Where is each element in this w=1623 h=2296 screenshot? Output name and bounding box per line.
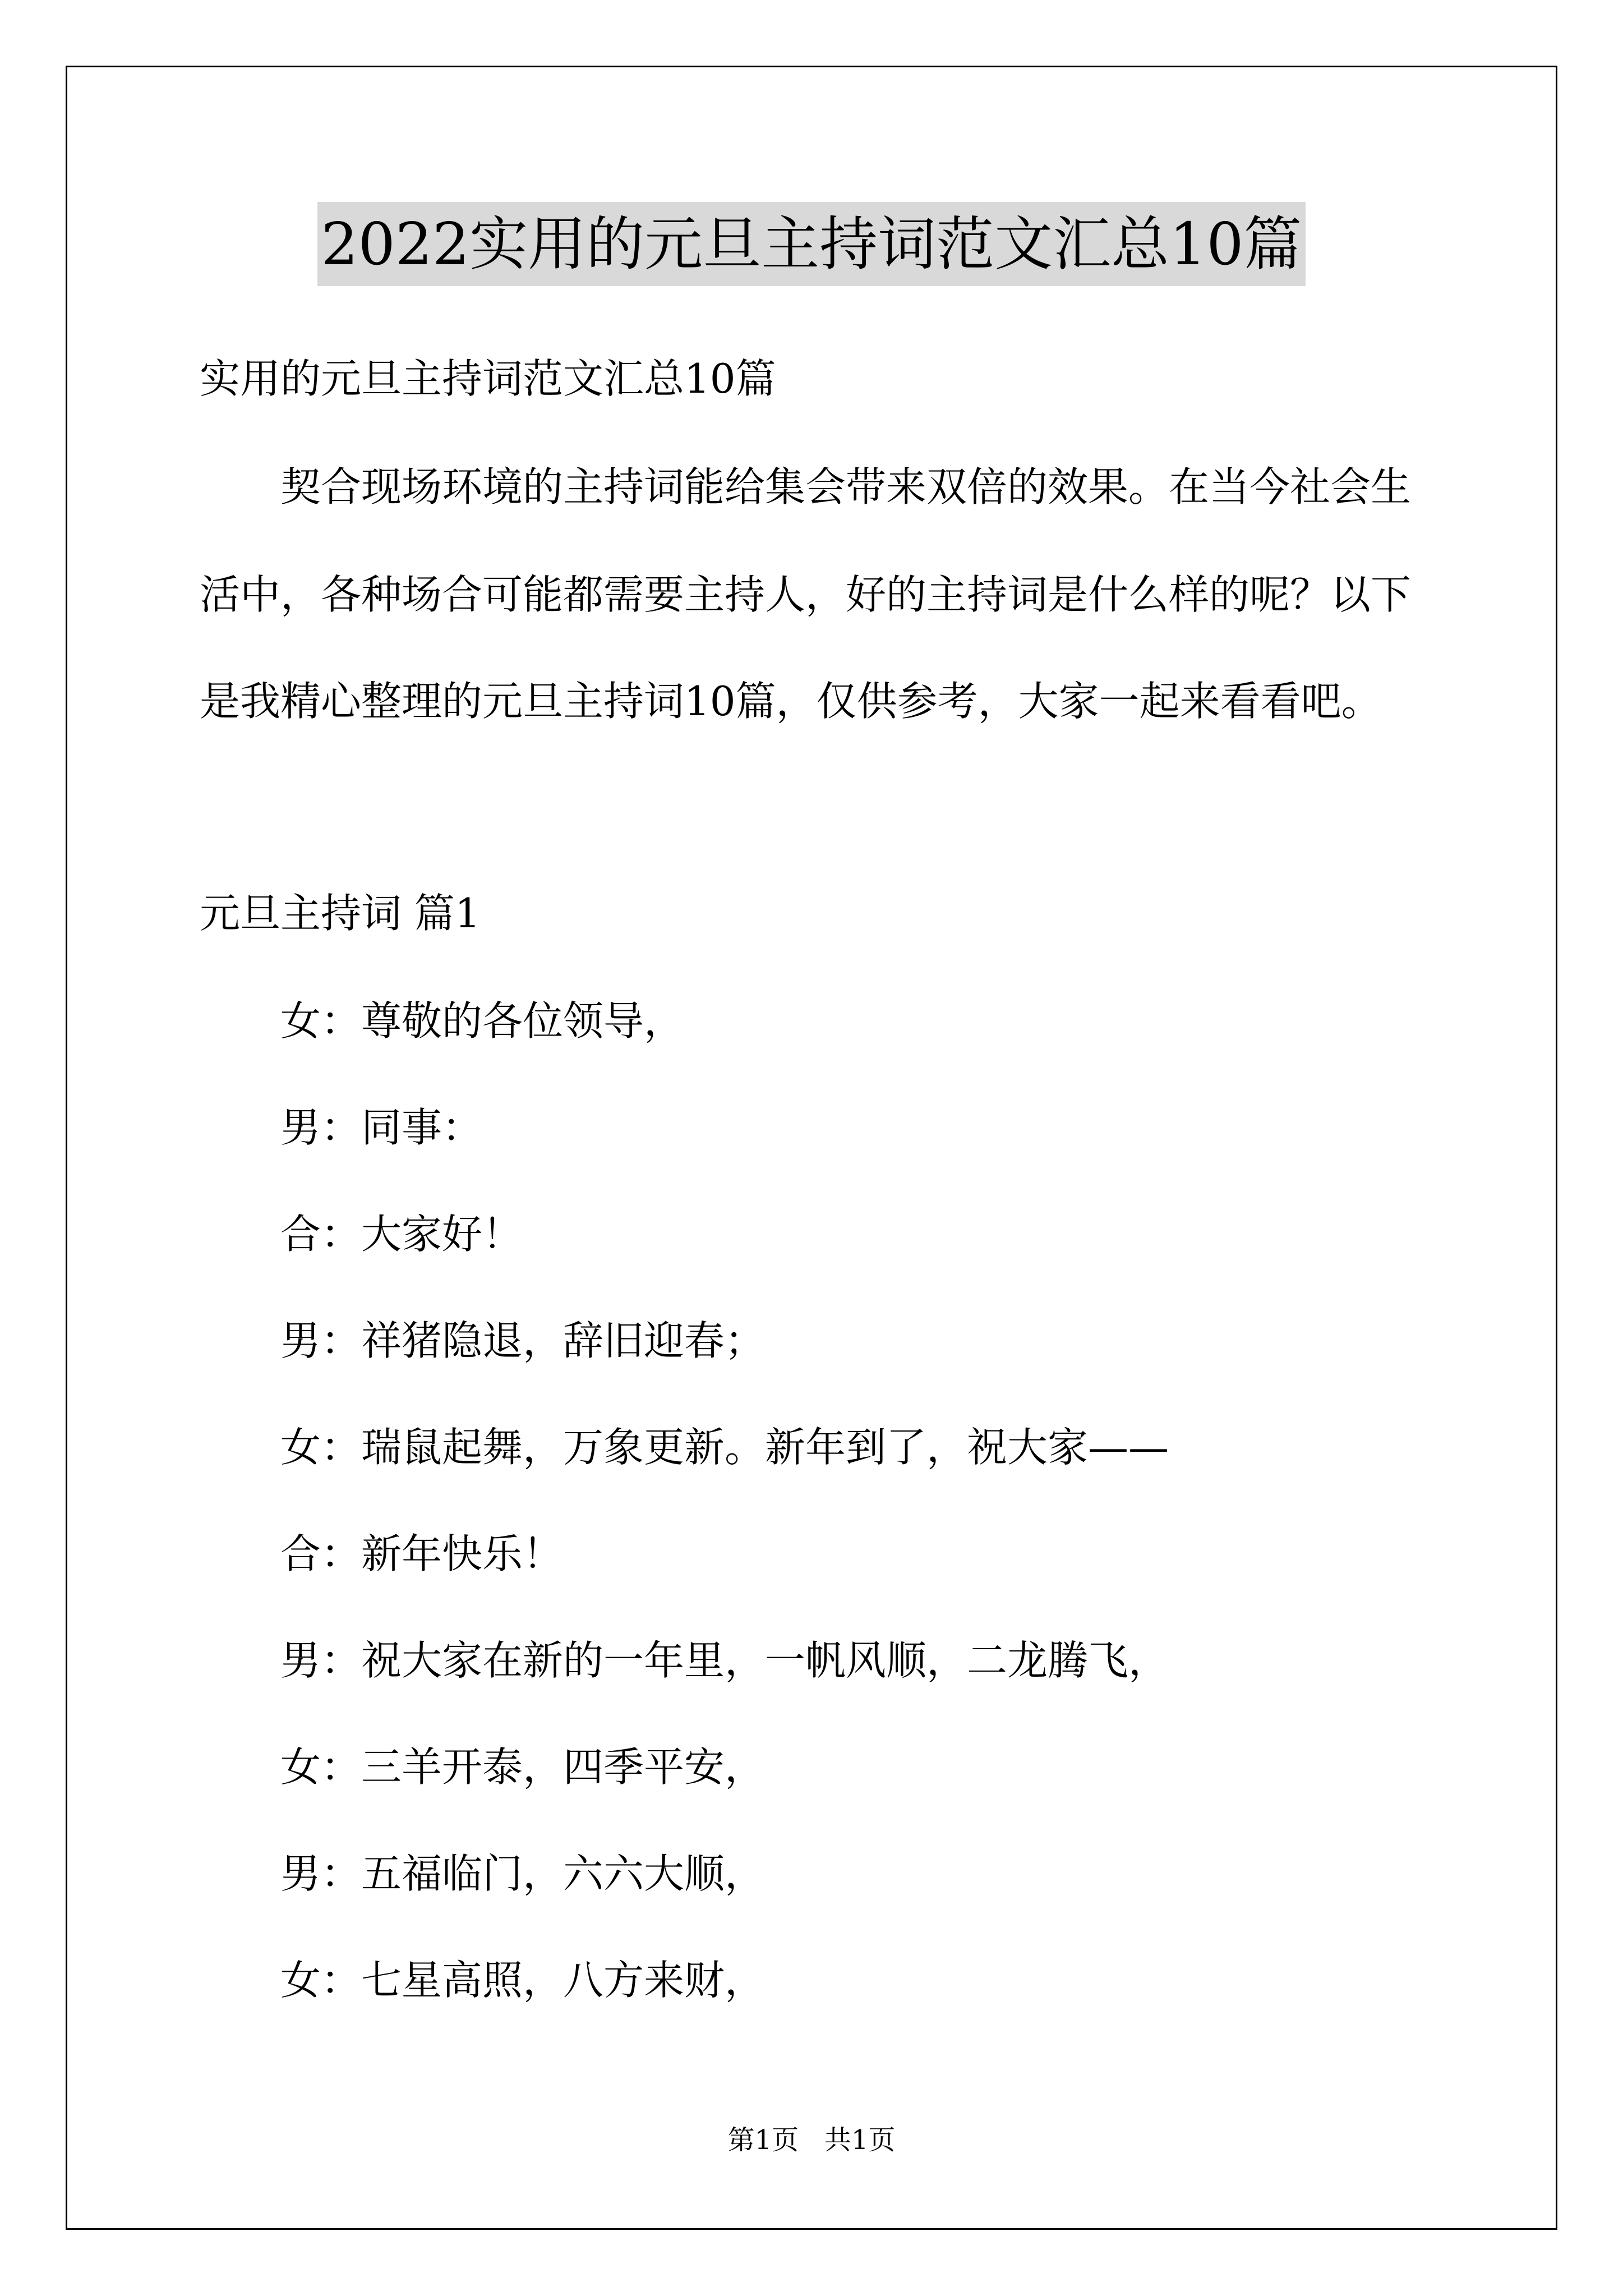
dialogue-line: 女：三羊开泰，四季平安，: [280, 1743, 766, 1791]
dialogue-line: 男：五福临门，六六大顺，: [280, 1850, 766, 1897]
dialogue-line: 合：新年快乐！: [280, 1530, 564, 1577]
dialogue-line: 合：大家好！: [280, 1211, 523, 1258]
dialogue-line: 男：祝大家在新的一年里，一帆风顺，二龙腾飞，: [280, 1637, 1169, 1684]
intro-line-3: 是我精心整理的元旦主持词10篇，仅供参考，大家一起来看看吧。: [200, 678, 1382, 725]
title-container: [0, 202, 1623, 286]
page-footer: 第1页 共1页: [727, 2124, 896, 2156]
document-subtitle: 实用的元旦主持词范文汇总10篇: [200, 355, 776, 402]
dialogue-line: 男：同事：: [280, 1104, 483, 1151]
section-heading: 元旦主持词 篇1: [200, 890, 481, 937]
intro-line-2: 活中，各种场合可能都需要主持人，好的主持词是什么样的呢？以下: [200, 571, 1412, 618]
document-title: 2022实用的元旦主持词范文汇总10篇: [317, 202, 1305, 286]
dialogue-line: 女：尊敬的各位领导，: [280, 997, 685, 1045]
dialogue-line: 女：瑞鼠起舞，万象更新。新年到了，祝大家——: [280, 1424, 1169, 1471]
intro-line-1: 契合现场环境的主持词能给集会带来双倍的效果。在当今社会生: [280, 463, 1412, 510]
dialogue-line: 女：七星高照，八方来财，: [280, 1957, 766, 2004]
dialogue-line: 男：祥猪隐退，辞旧迎春；: [280, 1317, 766, 1364]
